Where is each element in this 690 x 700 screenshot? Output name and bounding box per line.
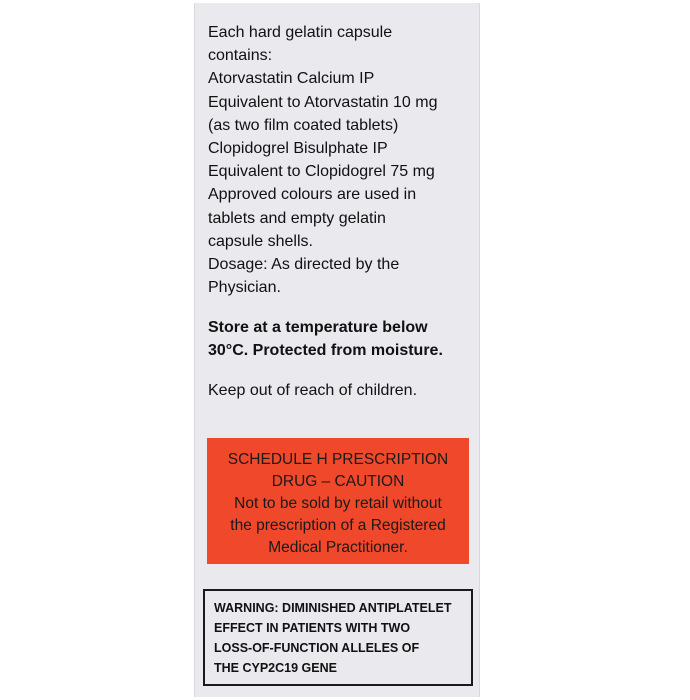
schedule-h-line: SCHEDULE H PRESCRIPTION: [227, 451, 449, 468]
schedule-h-line: Medical Practitioner.: [268, 539, 408, 556]
composition-line: Equivalent to Clopidogrel 75 mg: [208, 163, 435, 181]
warning-line: LOSS-OF-FUNCTION ALLELES OF: [214, 641, 420, 655]
storage-instructions: [208, 316, 478, 362]
schedule-h-caution-box: [207, 438, 469, 564]
composition-line: (as two film coated tablets): [208, 116, 399, 134]
schedule-h-line: the prescription of a Registered: [230, 517, 446, 534]
schedule-h-line: Not to be sold by retail without: [234, 495, 442, 512]
schedule-h-line: DRUG – CAUTION: [271, 473, 405, 490]
children-notice: Keep out of reach of children.: [208, 382, 418, 399]
dosage-line: Physician.: [208, 279, 281, 296]
composition-list: [208, 21, 478, 253]
composition-line: tablets and empty gelatin: [208, 209, 386, 227]
composition-line: contains:: [208, 47, 273, 65]
composition-line: Equivalent to Atorvastatin 10 mg: [208, 93, 438, 111]
warning-line: THE CYP2C19 GENE: [214, 661, 337, 675]
dosage-line: Dosage: As directed by the: [208, 256, 400, 273]
warning-line: WARNING: DIMINISHED ANTIPLATELET: [214, 601, 452, 615]
composition-line: Approved colours are used in: [208, 186, 417, 204]
warning-box: [203, 589, 473, 686]
dosage-text: [208, 253, 478, 299]
composition-line: Clopidogrel Bisulphate IP: [208, 140, 388, 158]
storage-line: 30°C. Protected from moisture.: [208, 342, 443, 359]
composition-line: Atorvastatin Calcium IP: [208, 70, 375, 88]
composition-line: capsule shells.: [208, 232, 313, 250]
storage-line: Store at a temperature below: [208, 319, 428, 336]
composition-line: Each hard gelatin capsule: [208, 24, 393, 41]
warning-line: EFFECT IN PATIENTS WITH TWO: [214, 621, 411, 635]
